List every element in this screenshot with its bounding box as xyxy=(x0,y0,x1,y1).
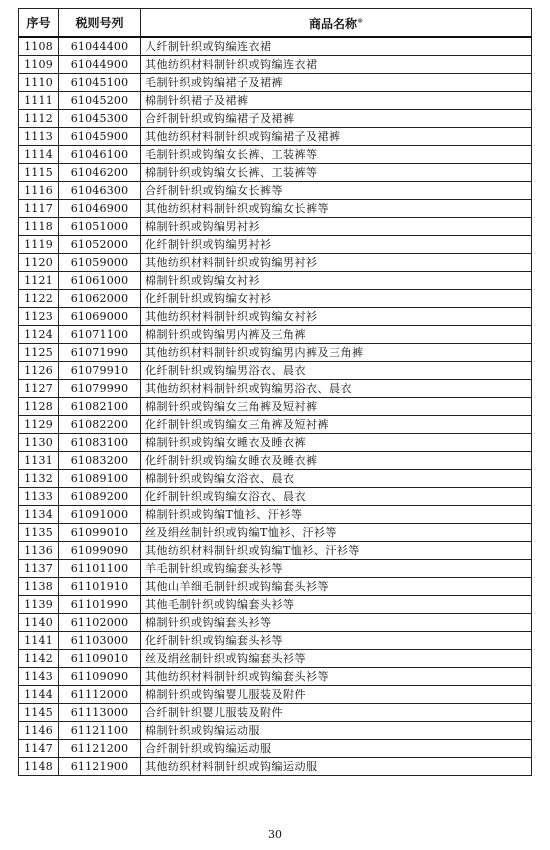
table-row xyxy=(19,74,532,92)
row-code: 61046300 xyxy=(59,182,141,200)
row-name: 棉制针织或钩编运动服 xyxy=(141,722,532,740)
row-name: 其他纺织材料制针织或钩编连衣裙 xyxy=(141,56,532,74)
row-seq: 1139 xyxy=(19,596,59,614)
table-row xyxy=(19,92,532,110)
table-row xyxy=(19,704,532,722)
row-name: 合纤制针织或钩编运动服 xyxy=(141,740,532,758)
row-seq: 1130 xyxy=(19,434,59,452)
row-name: 毛制针织或钩编裙子及裙裤 xyxy=(141,74,532,92)
table-row xyxy=(19,722,532,740)
table-row xyxy=(19,164,532,182)
row-seq: 1126 xyxy=(19,362,59,380)
row-code: 61113000 xyxy=(59,704,141,722)
row-name: 丝及绢丝制针织或钩编套头衫等 xyxy=(141,650,532,668)
row-code: 61045300 xyxy=(59,110,141,128)
row-code: 61102000 xyxy=(59,614,141,632)
row-seq: 1111 xyxy=(19,92,59,110)
row-seq: 1116 xyxy=(19,182,59,200)
table-row xyxy=(19,506,532,524)
row-code: 61045200 xyxy=(59,92,141,110)
row-name: 其他纺织材料制针织或钩编男内裤及三角裤 xyxy=(141,344,532,362)
row-name: 化纤制针织或钩编套头衫等 xyxy=(141,632,532,650)
table-row xyxy=(19,758,532,776)
row-seq: 1146 xyxy=(19,722,59,740)
table-row xyxy=(19,380,532,398)
row-code: 61046100 xyxy=(59,146,141,164)
table-row xyxy=(19,344,532,362)
row-name: 化纤制针织或钩编女睡衣及睡衣裤 xyxy=(141,452,532,470)
row-name: 合纤制针织或钩编裙子及裙裤 xyxy=(141,110,532,128)
row-name: 化纤制针织或钩编女衬衫 xyxy=(141,290,532,308)
row-name: 其他纺织材料制针织或钩编女长裤等 xyxy=(141,200,532,218)
row-name: 棉制针织或钩编女浴衣、晨衣 xyxy=(141,470,532,488)
table-row xyxy=(19,524,532,542)
header-name xyxy=(141,9,532,38)
header-code: 税则号列 xyxy=(59,9,141,38)
table-row xyxy=(19,272,532,290)
row-code: 61083200 xyxy=(59,452,141,470)
row-seq: 1113 xyxy=(19,128,59,146)
table-row xyxy=(19,128,532,146)
row-seq: 1148 xyxy=(19,758,59,776)
row-seq: 1125 xyxy=(19,344,59,362)
row-seq: 1128 xyxy=(19,398,59,416)
row-seq: 1124 xyxy=(19,326,59,344)
table-row xyxy=(19,740,532,758)
row-code: 61109010 xyxy=(59,650,141,668)
table-row xyxy=(19,200,532,218)
row-code: 61083100 xyxy=(59,434,141,452)
row-code: 61045100 xyxy=(59,74,141,92)
row-seq: 1112 xyxy=(19,110,59,128)
table-row xyxy=(19,308,532,326)
table-row xyxy=(19,560,532,578)
row-code: 61121100 xyxy=(59,722,141,740)
row-code: 61109090 xyxy=(59,668,141,686)
row-code: 61079990 xyxy=(59,380,141,398)
table-row xyxy=(19,362,532,380)
row-code: 61082100 xyxy=(59,398,141,416)
row-name: 羊毛制针织或钩编套头衫等 xyxy=(141,560,532,578)
row-name: 棉制针织或钩编婴儿服装及附件 xyxy=(141,686,532,704)
row-seq: 1119 xyxy=(19,236,59,254)
row-seq: 1120 xyxy=(19,254,59,272)
row-code: 61051000 xyxy=(59,218,141,236)
table-row xyxy=(19,434,532,452)
row-seq: 1134 xyxy=(19,506,59,524)
row-seq: 1127 xyxy=(19,380,59,398)
row-code: 61044400 xyxy=(59,37,141,56)
row-code: 61069000 xyxy=(59,308,141,326)
table-row xyxy=(19,578,532,596)
row-seq: 1138 xyxy=(19,578,59,596)
row-code: 61044900 xyxy=(59,56,141,74)
row-code: 61079910 xyxy=(59,362,141,380)
row-code: 61046200 xyxy=(59,164,141,182)
header-seq: 序号 xyxy=(19,9,59,38)
tariff-table xyxy=(18,8,532,776)
row-name: 化纤制针织或钩编女三角裤及短衬裤 xyxy=(141,416,532,434)
row-code: 61052000 xyxy=(59,236,141,254)
row-name: 棉制针织或钩编女睡衣及睡衣裤 xyxy=(141,434,532,452)
row-seq: 1110 xyxy=(19,74,59,92)
row-seq: 1129 xyxy=(19,416,59,434)
row-code: 61091000 xyxy=(59,506,141,524)
row-seq: 1114 xyxy=(19,146,59,164)
table-row xyxy=(19,56,532,74)
row-seq: 1142 xyxy=(19,650,59,668)
row-name: 棉制针织或钩编男内裤及三角裤 xyxy=(141,326,532,344)
row-code: 61071100 xyxy=(59,326,141,344)
row-name: 其他纺织材料制针织或钩编T恤衫、汗衫等 xyxy=(141,542,532,560)
table-row xyxy=(19,686,532,704)
row-name: 其他纺织材料制针织或钩编女衬衫 xyxy=(141,308,532,326)
table-body xyxy=(19,37,532,776)
table-row xyxy=(19,614,532,632)
row-seq: 1133 xyxy=(19,488,59,506)
row-name: 棉制针织或钩编套头衫等 xyxy=(141,614,532,632)
row-name: 棉制针织或钩编女长裤、工装裤等 xyxy=(141,164,532,182)
row-name: 其他山羊细毛制针织或钩编套头衫等 xyxy=(141,578,532,596)
row-seq: 1144 xyxy=(19,686,59,704)
row-code: 61089200 xyxy=(59,488,141,506)
table-row xyxy=(19,290,532,308)
row-name: 合纤制针织或钩编女长裤等 xyxy=(141,182,532,200)
row-seq: 1145 xyxy=(19,704,59,722)
row-name: 其他纺织材料制针织或钩编男浴衣、晨衣 xyxy=(141,380,532,398)
row-code: 61103000 xyxy=(59,632,141,650)
row-code: 61101910 xyxy=(59,578,141,596)
row-code: 61112000 xyxy=(59,686,141,704)
row-seq: 1121 xyxy=(19,272,59,290)
table-row xyxy=(19,488,532,506)
row-code: 61089100 xyxy=(59,470,141,488)
table-row xyxy=(19,110,532,128)
row-name: 化纤制针织或钩编男衬衫 xyxy=(141,236,532,254)
row-seq: 1132 xyxy=(19,470,59,488)
row-code: 61101990 xyxy=(59,596,141,614)
row-name: 棉制针织或钩编女三角裤及短衬裤 xyxy=(141,398,532,416)
row-name: 棉制针织裙子及裙裤 xyxy=(141,92,532,110)
table-row xyxy=(19,632,532,650)
table-row xyxy=(19,470,532,488)
row-name: 毛制针织或钩编女长裤、工装裤等 xyxy=(141,146,532,164)
row-seq: 1118 xyxy=(19,218,59,236)
page-number: 30 xyxy=(268,828,282,841)
row-seq: 1131 xyxy=(19,452,59,470)
row-code: 61099090 xyxy=(59,542,141,560)
row-name: 其他纺织材料制针织或钩编运动服 xyxy=(141,758,532,776)
table-row xyxy=(19,37,532,56)
header-name-mark: ※ xyxy=(357,17,363,25)
row-seq: 1141 xyxy=(19,632,59,650)
row-name: 其他纺织材料制针织或钩编套头衫等 xyxy=(141,668,532,686)
row-code: 61082200 xyxy=(59,416,141,434)
row-name: 棉制针织或钩编女衬衫 xyxy=(141,272,532,290)
table-row xyxy=(19,326,532,344)
row-code: 61099010 xyxy=(59,524,141,542)
row-name: 其他毛制针织或钩编套头衫等 xyxy=(141,596,532,614)
row-seq: 1117 xyxy=(19,200,59,218)
row-name: 化纤制针织或钩编男浴衣、晨衣 xyxy=(141,362,532,380)
row-name: 其他纺织材料制针织或钩编裙子及裙裤 xyxy=(141,128,532,146)
row-name: 棉制针织或钩编T恤衫、汗衫等 xyxy=(141,506,532,524)
row-name: 丝及绢丝制针织或钩编T恤衫、汗衫等 xyxy=(141,524,532,542)
row-seq: 1122 xyxy=(19,290,59,308)
table-row xyxy=(19,596,532,614)
row-code: 61061000 xyxy=(59,272,141,290)
row-code: 61071990 xyxy=(59,344,141,362)
row-name: 人纤制针织或钩编连衣裙 xyxy=(141,37,532,56)
table-row xyxy=(19,236,532,254)
row-seq: 1108 xyxy=(19,37,59,56)
table-header xyxy=(19,9,532,38)
row-seq: 1135 xyxy=(19,524,59,542)
row-seq: 1115 xyxy=(19,164,59,182)
row-name: 合纤制针织婴儿服装及附件 xyxy=(141,704,532,722)
row-name: 棉制针织或钩编男衬衫 xyxy=(141,218,532,236)
row-seq: 1137 xyxy=(19,560,59,578)
row-seq: 1147 xyxy=(19,740,59,758)
table-row xyxy=(19,182,532,200)
row-code: 61101100 xyxy=(59,560,141,578)
table-row xyxy=(19,146,532,164)
row-code: 61045900 xyxy=(59,128,141,146)
row-code: 61121900 xyxy=(59,758,141,776)
row-code: 61062000 xyxy=(59,290,141,308)
table-row xyxy=(19,668,532,686)
table-row xyxy=(19,398,532,416)
table-row xyxy=(19,650,532,668)
row-code: 61121200 xyxy=(59,740,141,758)
row-seq: 1140 xyxy=(19,614,59,632)
row-name: 其他纺织材料制针织或钩编男衬衫 xyxy=(141,254,532,272)
row-seq: 1143 xyxy=(19,668,59,686)
header-name-label: 商品名称 xyxy=(309,17,358,31)
row-code: 61059000 xyxy=(59,254,141,272)
table-row xyxy=(19,254,532,272)
row-seq: 1136 xyxy=(19,542,59,560)
row-code: 61046900 xyxy=(59,200,141,218)
header-row xyxy=(19,9,532,38)
table-row xyxy=(19,218,532,236)
row-name: 化纤制针织或钩编女浴衣、晨衣 xyxy=(141,488,532,506)
row-seq: 1123 xyxy=(19,308,59,326)
table-row xyxy=(19,542,532,560)
row-seq: 1109 xyxy=(19,56,59,74)
table-row xyxy=(19,452,532,470)
table-row xyxy=(19,416,532,434)
